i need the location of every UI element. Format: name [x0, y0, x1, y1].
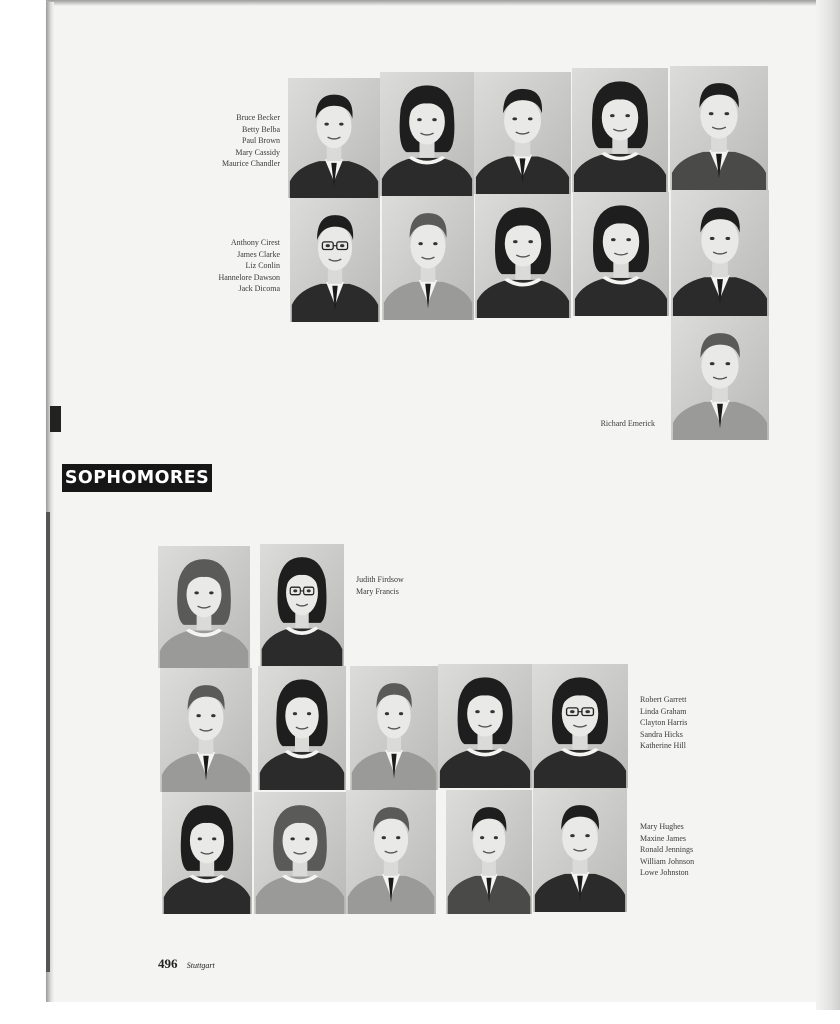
page-number: 496 — [158, 956, 178, 971]
student-name: Robert Garrett — [640, 695, 687, 704]
page-footer — [158, 956, 215, 972]
student-portrait — [671, 316, 769, 440]
student-portrait — [380, 72, 474, 196]
student-name: Clayton Harris — [640, 718, 688, 728]
student-portrait — [671, 190, 769, 316]
student-name: Betty Belba — [242, 124, 280, 134]
student-portrait — [158, 546, 250, 668]
student-name: William Johnson — [640, 856, 695, 866]
student-name: Anthony Cirest — [230, 238, 280, 247]
student-portrait — [346, 790, 436, 914]
student-portrait — [260, 544, 344, 666]
student-name: Mary Cassidy — [235, 147, 280, 157]
page-right-shadow — [816, 0, 840, 1010]
student-name: Judith Firdsow — [356, 575, 404, 584]
student-portrait — [670, 66, 768, 190]
student-portrait — [446, 790, 532, 914]
student-name: Hannelore Dawson — [218, 272, 280, 282]
student-portrait — [290, 198, 380, 322]
student-portrait — [438, 664, 532, 788]
student-portrait — [573, 192, 669, 316]
name-list — [601, 418, 655, 430]
student-name: Mary Hughes — [640, 822, 684, 831]
student-portrait — [288, 78, 380, 198]
student-portrait — [382, 196, 474, 320]
student-portrait — [258, 666, 346, 790]
student-name: Sandra Hicks — [640, 729, 683, 739]
student-name: Jack Dicoma — [238, 284, 280, 294]
student-name: Lowe Johnston — [640, 868, 689, 878]
student-portrait — [533, 788, 627, 912]
student-name: Liz Conlin — [245, 261, 280, 271]
student-name: Richard Emerick — [600, 419, 655, 428]
student-portrait — [475, 194, 571, 318]
student-name: Ronald Jennings — [640, 845, 694, 855]
name-list — [356, 574, 404, 597]
student-name: James Clarke — [237, 249, 280, 259]
student-portrait — [532, 664, 628, 788]
student-name: Bruce Becker — [236, 113, 280, 122]
student-portrait — [350, 666, 438, 790]
student-portrait — [254, 792, 346, 914]
student-name: Mary Francis — [356, 586, 399, 596]
student-name: Maurice Chandler — [222, 159, 280, 169]
student-name: Linda Graham — [640, 706, 687, 716]
page-top-shadow — [46, 0, 840, 6]
name-list — [218, 237, 280, 295]
name-list — [640, 821, 694, 879]
section-banner: SOPHOMORES — [62, 464, 212, 492]
student-name: Paul Brown — [242, 136, 280, 146]
student-name: Katherine Hill — [640, 741, 686, 751]
school-name: Stuttgart — [186, 961, 215, 970]
binding-mark — [46, 512, 50, 972]
binding-mark — [50, 406, 61, 432]
name-list — [640, 694, 687, 752]
student-portrait — [162, 792, 252, 914]
student-portrait — [160, 668, 252, 792]
student-portrait — [474, 72, 571, 194]
student-portrait — [572, 68, 668, 192]
student-name: Maxine James — [640, 833, 686, 843]
name-list — [222, 112, 280, 170]
